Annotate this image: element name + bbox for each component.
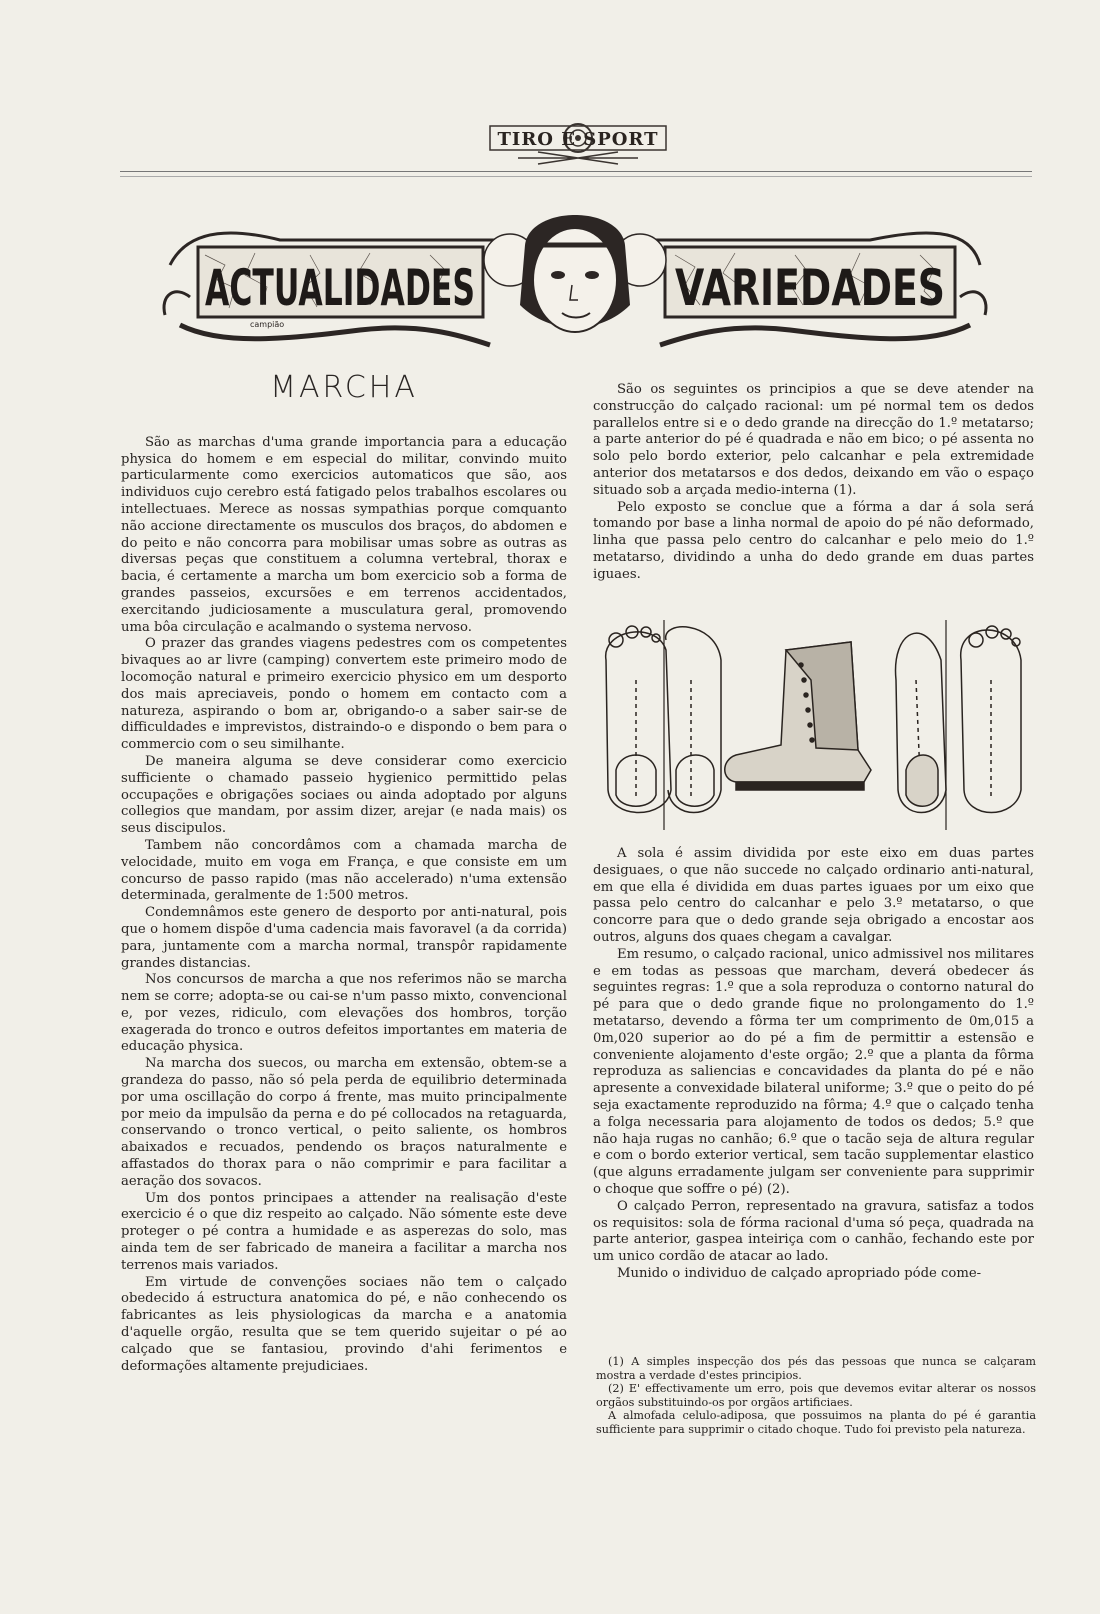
banner-right-text: VARIEDADES xyxy=(675,259,945,317)
footnotes xyxy=(596,1355,1036,1437)
article-paragraph: Munido o individuo de calçado apropriado póde come- xyxy=(617,1265,982,1281)
header-rule xyxy=(120,171,1032,172)
foot-and-boot-illustration xyxy=(596,620,1036,830)
woman-face-illustration xyxy=(484,215,666,332)
article-paragraph: A sola é assim dividida por este eixo em duas partes desiguaes, o que não succede no calçado ordinario anti-natural, em que ella é dividida em duas partes iguaes por um eixo que passa pelo centro do calcanhar e pelo 3.º metatarso, o que concorre para que o dedo grande seja obrigado a encostar aos outros, alguns dos quaes chegam a cavalgar. xyxy=(593,846,1034,945)
article-title: MARCHA xyxy=(270,370,418,405)
article-paragraph: Na marcha dos suecos, ou marcha em extensão, obtem-se a grandeza do passo, não só pela perda de equilibrio determinada por uma oscillação do corpo á frente, mas muito principalmente por meio da impulsão da perna e do pé collocados na retaguarda, conservando o tronco vertical, o peito saliente, os hombros abaixados e recuados, pendendo os braços naturalmente e affastados do thorax para o não comprimir e para facilitar a aeração dos sovacos. xyxy=(121,1056,567,1189)
article-paragraph: São os seguintes os principios a que se deve atender na construcção do calçado racional: um pé normal tem os dedos parallelos entre si e o dedo grande na direcção do 1.º metatarso; a parte anterior do pé é quadrada e não em bico; o pé assenta no solo pelo bordo exterior, pelo calcanhar e pela extremidade anterior dos metatarsos e dos dedos, deixando em vão o espaço situado sob a arçada medio-interna (1). xyxy=(593,382,1034,498)
masthead-text: TIRO E SPORT xyxy=(497,129,659,150)
article-paragraph: São as marchas d'uma grande importancia para a educação physica do homem e em especial do militar, convindo muito particularmente como exercicios automaticos que são, aos individuos cujo cerebro está fatigado pelos trabalhos escolares ou intellectuaes. Merece as nossas sympathias porque comquanto não accione directamente os musculos dos braços, do abdomen e do peito e não concorra para mobilisar umas sobre as outras as diversas peças que constituem a columna vertebral, thorax e bacia, é certamente a marcha um bom exercicio sob a forma de grandes passeios, excursões e em terrenos accidentados, exercitando judiciosamente a musculatura geral, promovendo uma bôa circulação e acalmando o systema nervoso. xyxy=(121,434,567,635)
article-paragraph: Em resumo, o calçado racional, unico admissivel nos militares e em todas as pessoas que marcham, deverá obedecer ás seguintes regras: 1.º que a sola reproduza o contorno natural do pé para que o dedo grande fique no prolongamento do 1.º metatarso, devendo a fôrma ter um comprimento de 0m,015 a 0m,020 superior ao do pé a fim de permittir a estensão e conveniente alojamento d'este orgão; 2.º que a planta da fôrma reproduza as saliencias e concavidades da planta do pé e não apresente a convexidade bilateral uniforme; 3.º que o peito do pé seja exactamente reproduzido na fôrma; 4.º que o calçado tenha a folga necessaria para alojamento de todos os dedos; 5.º que não haja rugas no canhão; 6.º que o tacão seja de altura regular e com o bordo exterior vertical, sem tacão supplementar elastico (que alguns erradamente julgam ser conveniente para supprimir o choque que soffre o pé) (2). xyxy=(593,946,1034,1197)
footnote: A almofada celulo-adiposa, que possuimos na planta do pé é garantia sufficiente para supprimir o citado choque. Tudo foi previsto pela natureza. xyxy=(596,1409,1036,1436)
boot-illustration xyxy=(725,642,871,790)
article-left-column xyxy=(121,370,567,1375)
article-paragraph: Pelo exposto se conclue que a fórma a dar á sola será tomando por base a linha normal de apoio do pé não deformado, linha que passa pelo centro do calcanhar e pelo meio do 1.º metatarso, dividindo a unha do dedo grande em duas partes iguaes. xyxy=(593,499,1034,582)
article-right-column-bottom xyxy=(593,846,1034,1283)
banner-left-text: ACTUALIDADES xyxy=(205,259,475,317)
article-paragraph: De maneira alguma se deve considerar como exercicio sufficiente o chamado passeio hygienico permittido pelas occupações e obrigações sociaes ou ainda adoptado por alguns collegios que mandam, por assim dizer, arejar (e nada mais) os seus discipulos. xyxy=(121,753,567,837)
article-paragraph: O calçado Perron, representado na gravura, satisfaz a todos os requisitos: sola de fórma racional d'uma só peça, quadrada na parte anterior, gaspea inteiriça com o canhão, fechando este por um unico cordão de atacar ao lado. xyxy=(593,1198,1034,1265)
article-paragraph: O prazer das grandes viagens pedestres com os competentes bivaques ao ar livre (camping) convertem este primeiro modo de locomoção natural e primeiro exercicio physico em um desporto dos mais apreciaveis, pondo o homem em contacto com a natureza, aspirando o bom ar, obrigando-o a saber sair-se de difficuldades e imprevistos, distraindo-o e dispondo o bem para o commercio com o seu similhante. xyxy=(121,636,567,753)
footnote: (2) E' effectivamente um erro, pois que devemos evitar alterar os nossos orgãos substituindo-os por orgãos artificiaes. xyxy=(596,1382,1036,1409)
right-foot-sole-diagram xyxy=(896,620,1021,830)
left-foot-sole-diagram xyxy=(606,620,721,830)
article-paragraph: Em virtude de convenções sociaes não tem o calçado obedecido á estructura anatomica do pé, e não conhecendo os fabricantes as leis physiologicas da marcha e a anatomia d'aquelle orgão, resulta que se tem querido sujeitar o pé ao calçado que se fantasiou, provindo d'ahi ferimentos e deformações altamente prejudiciaes. xyxy=(121,1274,567,1374)
article-paragraph: Tambem não concordâmos com a chamada marcha de velocidade, muito em voga em França, e que consiste em um concurso de passo rapido (mas não accelerado) n'uma extensão determinada, geralmente de 1:500 metros. xyxy=(121,837,567,904)
header-rule-secondary xyxy=(120,176,1032,177)
section-banner xyxy=(160,205,990,360)
article-right-column-top xyxy=(593,382,1034,584)
article-paragraph: Nos concursos de marcha a que nos referimos não se marcha nem se corre; adopta-se ou cai-se n'um passo mixto, convencional e, por vezes, ridiculo, com elevações dos hombros, torção exagerada do tronco e outros defeitos importantes em materia de educação physica. xyxy=(121,972,567,1055)
article-paragraph: Um dos pontos principaes a attender na realisação d'este exercicio é o que diz respeito ao calçado. Não sómente este deve proteger o pé contra a humidade e as asperezas do solo, mas ainda tem de ser fabricado de maneira a facilitar a marcha nos terrenos mais variados. xyxy=(121,1190,567,1273)
banner-signature: campião xyxy=(250,320,285,329)
article-paragraph: Condemnâmos este genero de desporto por anti-natural, pois que o homem dispõe d'uma cadencia mais favoravel (a da corrida) para, juntamente com a marcha normal, transpôr rapidamente grandes distancias. xyxy=(121,905,567,971)
masthead-logo xyxy=(488,118,668,170)
footnote: (1) A simples inspecção dos pés das pessoas que nunca se calçaram mostra a verdade d'estes principios. xyxy=(596,1355,1036,1382)
